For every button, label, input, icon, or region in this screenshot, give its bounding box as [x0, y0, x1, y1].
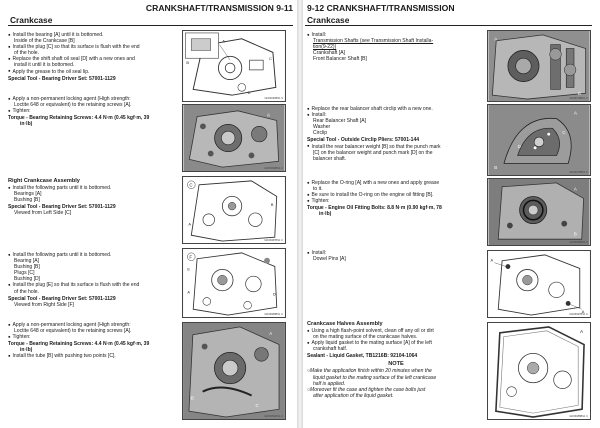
- text-line: Bushing [D]: [14, 276, 41, 283]
- text-line: liquid gasket to the mating surface of the left crankcase: [313, 374, 437, 381]
- text-line: of the hole.: [14, 50, 39, 57]
- svg-text:B: B: [190, 395, 194, 401]
- svg-text:D: D: [247, 90, 251, 96]
- text-line: ● Install the rear balancer weight [B] so that the punch mark: [307, 144, 485, 150]
- figure-right-case-left-view: [182, 176, 286, 244]
- right-block-1: [307, 32, 485, 62]
- figure-transmission-shafts: [487, 30, 591, 102]
- text-line: ● Replace the O-ring [A] with a new ones and apply grease: [307, 180, 485, 186]
- text-line: Bearings [A]: [14, 191, 42, 198]
- text-line: install it until it is bottomed.: [14, 62, 75, 69]
- svg-text:B: B: [573, 231, 577, 237]
- text-line: Torque - Engine Oil Fitting Bolts: 8.8 N·m (0.90 kgf·m, 78: [307, 205, 442, 212]
- right-header-rule: [305, 25, 592, 26]
- text-line: ● Replace the shift shaft oil seal [D] with a new ones and: [8, 56, 180, 62]
- figure-liquid-gasket: [487, 322, 591, 420]
- left-block-4: [8, 252, 180, 308]
- text-line: of the hole.: [14, 288, 39, 295]
- engine-illustration: [183, 31, 285, 101]
- text-line: ● Install the following parts until it is bottomed.: [8, 185, 180, 191]
- text-line: balancer shaft.: [313, 155, 347, 162]
- text-line: Plugs [C]: [14, 270, 35, 277]
- right-section-title: Crankcase: [307, 15, 350, 25]
- text-line: Loctite 648 or equivalent) to the retaining screws [A].: [14, 102, 132, 109]
- text-line: ● Apply the grease to the oil seal lip.: [8, 69, 180, 75]
- figure-id: GD06075BS1 C: [569, 171, 588, 174]
- text-line: to it.: [313, 186, 323, 193]
- balancer-photo: [488, 105, 590, 175]
- right-block-2: [307, 106, 485, 162]
- text-line: ● Install the plug [E] so that its surface is flush with the end: [8, 282, 180, 288]
- text-line: Viewed from Right Side [F]: [14, 301, 74, 308]
- text-line: ● Install:: [307, 32, 485, 38]
- text-line: Torque - Bearing Retaining Screws: 4.4 N·m (0.45 kgf·m, 39: [8, 341, 150, 348]
- text-line: Rear Balancer Shaft [A]: [313, 118, 367, 125]
- crankcase-drawing: [488, 323, 590, 419]
- figure-id: GD06091BS1 C: [264, 415, 283, 418]
- text-line: in·lb): [20, 121, 33, 128]
- text-line: Inside of the Crankcase [B]: [14, 38, 75, 45]
- svg-text:A: A: [494, 36, 498, 42]
- figure-id: GD06090BS1 C: [264, 167, 283, 170]
- svg-text:F: F: [189, 254, 192, 260]
- text-line: in·lb): [319, 211, 332, 218]
- text-line: Transmission Shafts (see Transmission Shaft Installa-: [313, 38, 434, 45]
- crankcase-drawing: [183, 249, 285, 317]
- right-page-header: 9-12 CRANKSHAFT/TRANSMISSION: [307, 3, 455, 13]
- text-line: ○Moreover fit the case and tighten the case bolts just: [307, 386, 426, 393]
- text-line: Viewed from Left Side [C]: [14, 210, 72, 217]
- text-line: Front Balancer Shaft [B]: [313, 56, 367, 63]
- text-line: ● Tighten:: [8, 108, 180, 114]
- left-block-1: [8, 32, 180, 82]
- left-section-title: Crankcase: [10, 15, 53, 25]
- text-line: ● Tighten:: [307, 198, 485, 204]
- left-block-5: [8, 322, 180, 360]
- figure-engine-oil-fitting: [487, 178, 591, 246]
- svg-text:A: A: [222, 38, 225, 44]
- right-block-3: [307, 180, 485, 218]
- svg-text:C: C: [562, 130, 566, 136]
- svg-text:A: A: [187, 289, 190, 295]
- text-line: ○Make the application finish within 20 minutes when the: [307, 368, 432, 375]
- figure-id: GD06087BS1 C: [264, 239, 283, 242]
- right-block-5: [307, 321, 485, 399]
- crankcase-halves-assembly-heading: Crankcase Halves Assembly: [307, 321, 383, 327]
- right-block-5-lines: [307, 328, 485, 359]
- svg-text:A: A: [490, 257, 494, 263]
- figure-dowel-pins: [487, 250, 591, 318]
- figure-id: GD06078BS1 C: [569, 97, 588, 100]
- figure-rear-balancer-shaft: [487, 104, 591, 176]
- svg-text:C: C: [255, 403, 259, 409]
- left-header-rule: [8, 25, 293, 26]
- text-line: Crankshaft [A]: [313, 50, 345, 57]
- text-line: ● Using a high flash-point solvent, clean off any oil or dirt: [307, 328, 485, 334]
- text-line: ● Install:: [307, 112, 485, 118]
- text-line: [C] on the balancer weight and punch mark [D] on the: [313, 149, 433, 156]
- note-lines: [307, 368, 485, 398]
- text-line: after application of the liquid gasket.: [313, 392, 394, 399]
- text-line: ● Tighten:: [8, 334, 180, 340]
- svg-text:A: A: [581, 309, 585, 315]
- text-line: crankshaft half.: [313, 346, 348, 353]
- svg-text:B: B: [494, 165, 498, 171]
- figure-id: GD06095BS1 C: [569, 241, 588, 244]
- svg-text:E: E: [187, 266, 190, 272]
- figure-bearing-retaining-screws: [182, 104, 286, 172]
- crankcase-drawing: [183, 177, 285, 243]
- left-page-header: CRANKSHAFT/TRANSMISSION 9-11: [145, 3, 293, 13]
- text-line: Special Tool - Outside Circlip Pliers: 57001-144: [307, 137, 420, 144]
- text-line: Loctite 648 or equivalent) to the retaining screws [A].: [14, 328, 132, 335]
- text-line: ● Be sure to install the O-ring on the engine oil fitting [B].: [307, 192, 485, 198]
- text-line: Special Tool - Bearing Driver Set: 57001-1129: [8, 204, 116, 211]
- svg-text:A: A: [573, 186, 577, 192]
- text-line: ● Replace the rear balancer shaft circlip with a new one.: [307, 106, 485, 112]
- svg-text:C: C: [189, 182, 193, 188]
- svg-text:C: C: [269, 56, 272, 62]
- svg-text:A: A: [580, 328, 584, 334]
- text-line: Washer: [313, 124, 331, 131]
- text-line: ● Install the bearing [A] until it is bottomed.: [8, 32, 180, 38]
- text-line: Sealant - Liquid Gasket, TB1216B: 92104-1064: [307, 353, 418, 360]
- text-line: ● Install:: [307, 250, 485, 256]
- crankcase-drawing: [488, 251, 590, 317]
- figure-tube-installation: [182, 322, 286, 420]
- svg-text:A: A: [188, 221, 191, 227]
- text-line: ● Install the tube [B] with pushing two points [C].: [8, 353, 180, 359]
- note-title: NOTE: [388, 361, 404, 368]
- text-line: Bushing [B]: [14, 197, 40, 204]
- left-block-3-lines: [8, 185, 180, 216]
- right-block-4: [307, 250, 485, 262]
- svg-text:B: B: [577, 91, 581, 97]
- text-line: Bushing [B]: [14, 264, 40, 271]
- right-crankcase-assembly-heading: Right Crankcase Assembly: [8, 178, 80, 184]
- figure-id: GD06096BS1 S: [264, 97, 283, 100]
- text-line: Bearing [A]: [14, 258, 39, 265]
- crankcase-photo: [183, 105, 285, 171]
- svg-text:D: D: [272, 291, 276, 297]
- text-line: tion(9-22)): [313, 44, 337, 51]
- svg-text:D: D: [517, 143, 521, 149]
- text-line: Special Tool - Bearing Driver Set: 57001-1129: [8, 295, 116, 302]
- text-line: Torque - Bearing Retaining Screws: 4.4 N·m (0.45 kgf·m, 39: [8, 115, 150, 122]
- figure-id: GD06089BS1 C: [264, 313, 283, 316]
- figure-shift-shaft-seal: [182, 30, 286, 102]
- text-line: Special Tool - Bearing Driver Set: 57001-1129: [8, 75, 116, 82]
- figure-id: GD06097BS1 C: [569, 313, 588, 316]
- svg-text:A: A: [269, 330, 273, 336]
- left-block-2: [8, 96, 180, 127]
- text-line: ● Apply a non-permanent locking agent (High strength:: [8, 322, 180, 328]
- figure-right-case-right-view: [182, 248, 286, 318]
- text-line: Dowel Pins [A]: [313, 256, 346, 263]
- text-line: ● Install the following parts until it is bottomed.: [8, 252, 180, 258]
- crankcase-photo: [488, 31, 590, 101]
- text-line: in·lb): [20, 347, 33, 354]
- left-block-3: [8, 178, 180, 216]
- svg-text:A: A: [267, 112, 270, 118]
- text-line: ● Apply liquid gasket to the mating surface [A] of the left: [307, 340, 485, 346]
- crankcase-photo: [183, 323, 285, 419]
- left-page: [0, 0, 297, 428]
- text-line: Circlip: [313, 130, 328, 137]
- text-line: ● Apply a non-permanent locking agent (High strength:: [8, 96, 180, 102]
- text-line: ● Install the plug [C] so that its surface is flush with the end: [8, 44, 180, 50]
- svg-text:B: B: [270, 202, 274, 208]
- right-page: [303, 0, 600, 428]
- oil-fitting-photo: [488, 179, 590, 245]
- text-line: on the mating surface of the crankcase halves.: [313, 334, 418, 341]
- text-line: half is applied.: [313, 380, 346, 387]
- figure-id: GD06088BS1 C: [569, 415, 588, 418]
- svg-text:A: A: [574, 110, 577, 116]
- svg-text:B: B: [186, 60, 189, 66]
